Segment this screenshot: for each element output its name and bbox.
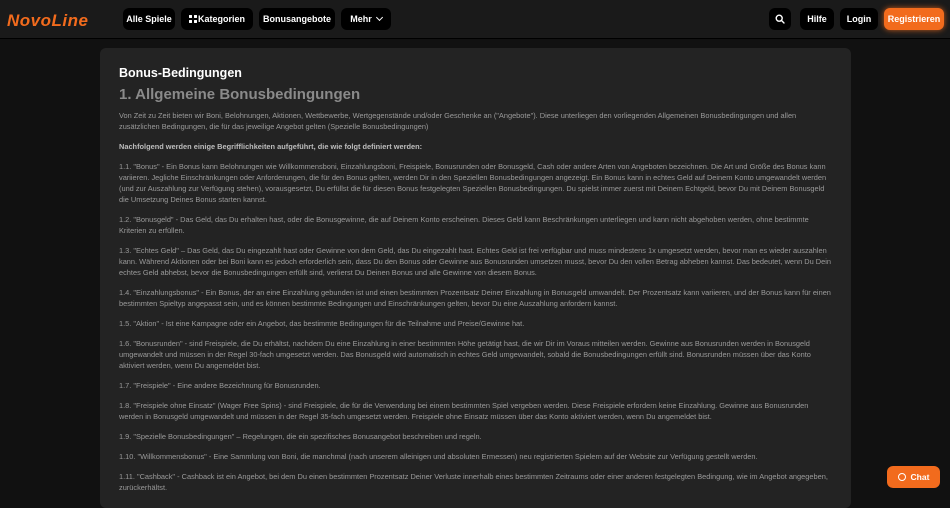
chevron-down-icon <box>376 14 383 21</box>
login-button[interactable]: Login <box>840 8 878 30</box>
term-paragraph: 1.5. "Aktion" - Ist eine Kampagne oder ein Angebot, das bestimmte Bedingungen für die Teilnahme und Preise/Gewinne hat. <box>119 319 525 328</box>
term-paragraph: 1.6. "Bonusrunden" - sind Freispiele, die Du erhältst, nachdem Du eine Einzahlung in einer bestimmten Höhe getätigt hast, die wir Dir im Voraus mitteilen werden. Gewinne aus Bonusrunden werden in Bonusgeld umgewandelt und müssen in der Regel 30-fach umgesetzt werden. Das Bonusgeld wird automatisch in echtes Geld umgewandelt, sobald die Bonusbedingungen erfüllt sind. Bonusrunden müssen über das Konto aktiviert werden, wenn Du angemeldet bist. <box>119 339 811 370</box>
bonus-terms-panel <box>100 48 851 508</box>
search-icon <box>775 14 785 24</box>
term-paragraph: 1.9. "Spezielle Bonusbedingungen" – Regelungen, die ein spezifisches Bonusangebot beschreiben und regeln. <box>119 432 482 441</box>
chat-bubble-icon <box>898 473 906 481</box>
term-paragraph: 1.11. "Cashback" - Cashback ist ein Angebot, bei dem Du einen bestimmten Prozentsatz Deiner Verluste innerhalb eines bestimmten Zeitraums oder einer anderen festgelegten Bedingung, wie im Angebot angegeben, zurückerhältst. <box>119 472 828 492</box>
nav-all-games-button[interactable]: Alle Spiele <box>123 8 175 30</box>
help-button[interactable]: Hilfe <box>800 8 834 30</box>
register-button[interactable]: Registrieren <box>884 8 944 30</box>
top-navigation-bar <box>0 0 950 38</box>
grid-icon <box>189 15 193 23</box>
nav-bonus-offers-button[interactable]: Bonusangebote <box>259 8 335 30</box>
term-paragraph: 1.4. "Einzahlungsbonus" - Ein Bonus, der an eine Einzahlung gebunden ist und einen bestimmten Prozentsatz Deiner Einzahlung in Bonusgeld umwandelt. Der Prozentsatz kann variieren, und der Bonus kann für einen bestimmten Spieltyp angepasst sein, und es können bestimmte Bedingungen und Einschränkungen gelten, bevor Du eine Auszahlung anfordern kannst. <box>119 288 831 308</box>
nav-categories-button[interactable] <box>181 8 253 30</box>
term-paragraph: 1.2. "Bonusgeld" - Das Geld, das Du erhalten hast, oder die Bonusgewinne, die auf Deinem Konto erscheinen. Dieses Geld kann Beschränkungen unterliegen und kann nicht abgehoben werden, ohne bestimmte Kriterien zu erfüllen. <box>119 215 809 235</box>
page-title: Bonus-Bedingungen <box>119 66 242 80</box>
term-paragraph: 1.1. "Bonus" - Ein Bonus kann Belohnungen wie Willkommensboni, Einzahlungsboni, Freispiele, Bonusrunden oder Bonusgeld, Cash oder andere Arten von Angeboten bezeichnen. Die Art und Größe des Bonus kann variieren. Jegliche Einschränkungen oder Anforderungen, die für den Bonus gelten, werden Dir in den Speziellen Bonusbedingungen angezeigt. Ein Bonus kann in echtes Geld auf Deinem Konto umgewandelt werden (und zur Auszahlung zur Verfügung stehen), vorausgesetzt, Du erfüllst die für diesen Bonus festgelegten Speziellen Bonusbedingungen. Du spielst immer zuerst mit Deinem Echtgeld, bevor Du mit Deinem Bonusgeld die Umsetzung Deines Bonus starten kannst. <box>119 162 827 204</box>
term-paragraph: 1.10. "Willkommensbonus" - Eine Sammlung von Boni, die manchmal (nach unserem alleinigen und absoluten Ermessen) neu registrierten Spielern auf der Website zur Verfügung gestellt werden. <box>119 452 758 461</box>
nav-categories-label: Kategorien <box>197 14 245 24</box>
search-button[interactable] <box>769 8 791 30</box>
chat-button[interactable] <box>887 466 940 488</box>
term-paragraph: 1.3. "Echtes Geld" – Das Geld, das Du eingezahlt hast oder Gewinne von dem Geld, das Du eingezahlt hast. Echtes Geld ist frei verfügbar und muss mindestens 1x umgesetzt werden, bevor man es wieder auszahlen kann. Während Aktionen oder bei Boni kann es jedoch erforderlich sein, dass Du den Bonus oder Gewinne aus Bonusrunden umsetzen musst, bevor Du den vollen Betrag abheben kannst. Das bedeutet, wenn Du Dein echtes Geld abhebst, bevor die Bonusbedingungen erfüllt sind, verlierst Du Deinen Bonus und alle Gewinne von diesem Bonus. <box>119 246 831 277</box>
nav-more-label: Mehr <box>350 14 372 24</box>
brand-logo[interactable]: NovoLine <box>7 11 89 30</box>
term-paragraph: 1.8. "Freispiele ohne Einsatz" (Wager Free Spins) - sind Freispiele, die für die Verwendung bei einem bestimmten Spiel vergeben werden. Diese Freispiele erfordern keine Einzahlung. Gewinne aus Bonusrunden werden in Bonusgeld umgewandelt und müssen in der Regel 35-fach umgesetzt werden. Freispiele ohne Einsatz müssen über das Konto aktiviert werden, wenn Du angemeldet bist. <box>119 401 809 421</box>
section-title: 1. Allgemeine Bonusbedingungen <box>119 86 361 103</box>
intro-paragraph: Von Zeit zu Zeit bieten wir Boni, Belohnungen, Aktionen, Wettbewerbe, Wertgegenstände und/oder Geschenke an ("Angebote"). Diese unterliegen den vorliegenden Allgemeinen Bonusbedingungen und allen zusätzlichen Bedingungen, die für das jeweilige Angebot gelten (Spezielle Bonusbedingungen) <box>119 111 797 131</box>
term-paragraph: 1.7. "Freispiele" - Eine andere Bezeichnung für Bonusrunden. <box>119 381 321 390</box>
chat-label: Chat <box>910 472 930 482</box>
nav-more-dropdown[interactable] <box>341 8 391 30</box>
definitions-heading: Nachfolgend werden einige Begrifflichkeiten aufgeführt, die wie folgt definiert werden: <box>119 142 423 151</box>
